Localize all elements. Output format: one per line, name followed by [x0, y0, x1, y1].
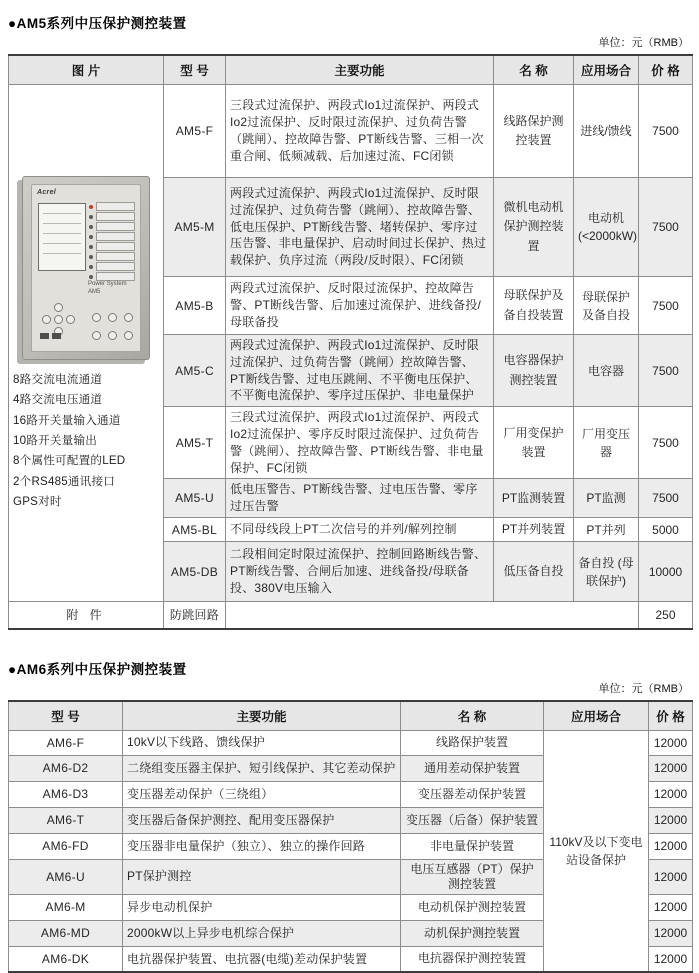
device-button: [66, 315, 75, 324]
cell-price: 7500: [639, 407, 693, 479]
cell-name: 线路保护装置: [401, 730, 544, 755]
cell-name: 动机保护测控装置: [401, 920, 544, 946]
device-button: [108, 313, 117, 322]
accessory-row: [9, 602, 693, 629]
cell-model: AM6-DK: [9, 946, 123, 972]
cell-application: 进线/馈线: [574, 85, 639, 178]
cell-functions: 电抗器保护装置、电抗器(电缆)差动保护装置: [123, 946, 401, 972]
device-button: [54, 315, 63, 324]
cell-functions: 10kV以下线路、馈线保护: [123, 730, 401, 755]
cell-application: PT并列: [574, 517, 639, 541]
am5-unit-label: 单位：元（RMB）: [598, 37, 689, 49]
led-indicator-icon: [89, 235, 93, 239]
am6-table: [8, 700, 693, 973]
cell-functions: 二段相间定时限过流保护、控制回路断线告警、PT断线告警、合闸后加速、进线备投/母联备投、380V电压输入: [226, 542, 494, 602]
cell-name: 厂用变保护装置: [494, 407, 574, 479]
cell-name: 线路保护测控装置: [494, 85, 574, 178]
am6-header-functions: 主要功能: [123, 701, 401, 731]
device-port: [40, 333, 49, 339]
cell-price: 12000: [649, 833, 693, 859]
cell-name: 微机电动机保护测控装置: [494, 178, 574, 277]
cell-functions: 低电压警告、PT断线告警、过电压告警、零序过压告警: [226, 479, 494, 518]
cell-functions: 两段式过流保护、反时限过流保护、控故障告警、PT断线告警、后加速过流保护、进线备投/母联备投: [226, 277, 494, 335]
am5-header-application: 应用场合: [574, 55, 639, 85]
cell-name: 电抗器保护测控装置: [401, 946, 544, 972]
cell-price: 12000: [649, 730, 693, 755]
device-button: [124, 331, 133, 340]
feature-line: 16路开关量输入通道: [13, 413, 121, 427]
cell-model: 防跳回路: [164, 602, 226, 629]
cell-model: AM5-M: [164, 178, 226, 277]
cell-application: 备自投 (母联保护): [574, 542, 639, 602]
cell-price: 12000: [649, 894, 693, 920]
cell-name: PT并列装置: [494, 517, 574, 541]
cell-price: 12000: [649, 781, 693, 807]
feature-line: 10路开关量输出: [13, 433, 98, 447]
cell-accessory-label: 附 件: [9, 602, 164, 629]
cell-model: AM5-DB: [164, 542, 226, 602]
device-button: [92, 313, 101, 322]
brand-logo: Acrel: [37, 189, 57, 197]
led-indicator-icon: [89, 255, 93, 259]
am6-unit-label: 单位：元（RMB）: [598, 682, 689, 695]
cell-model: AM5-F: [164, 85, 226, 178]
cell-model: AM6-D2: [9, 755, 123, 781]
device-photo: [22, 176, 150, 360]
cell-model: AM5-BL: [164, 517, 226, 541]
device-button: [42, 315, 51, 324]
device-led-column: [89, 202, 135, 282]
am5-header-price: 价 格: [639, 55, 693, 85]
am5-section-title: ●AM5系列中压保护测控装置: [8, 16, 187, 31]
led-indicator-icon: [89, 245, 93, 249]
cell-functions: 变压器后备保护测控、配用变压器保护: [123, 807, 401, 833]
cell-price: 12000: [649, 920, 693, 946]
device-port: [52, 333, 61, 339]
cell-model: AM6-M: [9, 894, 123, 920]
cell-model: AM6-U: [9, 859, 123, 894]
cell-name: 通用差动保护装置: [401, 755, 544, 781]
table-row: [9, 730, 693, 755]
am5-header-row: [9, 55, 693, 85]
cell-model: AM5-B: [164, 277, 226, 335]
cell-model: AM6-FD: [9, 833, 123, 859]
cell-functions: 变压器差动保护（三绕组）: [123, 781, 401, 807]
device-button: [124, 313, 133, 322]
feature-line: 8路交流电流通道: [13, 373, 103, 387]
cell-model: AM5-C: [164, 335, 226, 407]
cell-model: AM5-T: [164, 407, 226, 479]
cell-price: 250: [639, 602, 693, 629]
feature-line: 2个RS485通讯接口: [13, 474, 116, 488]
cell-price: 5000: [639, 517, 693, 541]
am5-header-model: 型 号: [164, 55, 226, 85]
cell-name: 母联保护及备自投装置: [494, 277, 574, 335]
cell-price: 12000: [649, 859, 693, 894]
am6-header-row: [9, 701, 693, 731]
cell-empty: [226, 602, 639, 629]
cell-price: 7500: [639, 335, 693, 407]
cell-model: AM6-F: [9, 730, 123, 755]
device-lcd-screen: [38, 203, 86, 271]
cell-price: 12000: [649, 946, 693, 972]
device-front-panel: [31, 184, 141, 352]
cell-price: 7500: [639, 178, 693, 277]
device-button: [108, 331, 117, 340]
cell-application: 厂用变压器: [574, 407, 639, 479]
cell-price: 10000: [639, 542, 693, 602]
am6-header-model: 型 号: [9, 701, 123, 731]
feature-line: GPS对时: [13, 494, 62, 508]
cell-functions: 异步电动机保护: [123, 894, 401, 920]
cell-functions: PT保护测控: [123, 859, 401, 894]
led-indicator-icon: [89, 205, 93, 209]
device-button: [54, 303, 63, 312]
cell-functions: 2000kW以上异步电机综合保护: [123, 920, 401, 946]
device-button: [92, 331, 101, 340]
cell-name: 变压器（后备）保护装置: [401, 807, 544, 833]
am6-section-title: ●AM6系列中压保护测控装置: [8, 661, 187, 677]
cell-name: PT监测装置: [494, 479, 574, 518]
cell-model: AM6-T: [9, 807, 123, 833]
cell-price: 7500: [639, 479, 693, 518]
am5-header-name: 名 称: [494, 55, 574, 85]
led-indicator-icon: [89, 265, 93, 269]
feature-line: 8个属性可配置的LED: [13, 454, 126, 468]
cell-name: 非电量保护装置: [401, 833, 544, 859]
am5-product-image-cell: [9, 85, 164, 602]
cell-model: AM6-MD: [9, 920, 123, 946]
cell-name: 电容器保护测控装置: [494, 335, 574, 407]
table-row: [9, 85, 693, 178]
am5-header-image: 图 片: [9, 55, 164, 85]
cell-functions: 变压器非电量保护（独立）、独立的操作回路: [123, 833, 401, 859]
feature-line: 4路交流电压通道: [13, 393, 103, 407]
cell-functions: 两段式过流保护、两段式Io1过流保护、反时限过流保护、过负荷告警（跳闸）、控故障告警、低电压保护、PT断线告警、堵转保护、零序过压告警、非电量保护、启动时间过长保护、热过载保护、负序过流（两段/反时限）、FC闭锁: [226, 178, 494, 277]
led-indicator-icon: [89, 275, 93, 279]
cell-price: 7500: [639, 85, 693, 178]
cell-application-merged: 110kV及以下变电站设备保护: [544, 730, 649, 972]
cell-name: 变压器差动保护装置: [401, 781, 544, 807]
cell-application: 母联保护及备自投: [574, 277, 639, 335]
am5-header-functions: 主要功能: [226, 55, 494, 85]
cell-model: AM5-U: [164, 479, 226, 518]
cell-functions: 两段式过流保护、两段式Io1过流保护、反时限过流保护、过负荷告警（跳闸）控故障告警、PT断线告警、过电压跳闸、不平衡电压保护、不平衡电流保护、零序过压保护、非电量保护: [226, 335, 494, 407]
am6-header-name: 名 称: [401, 701, 544, 731]
cell-name: 低压备自投: [494, 542, 574, 602]
cell-functions: 二绕组变压器主保护、短引线保护、其它差动保护: [123, 755, 401, 781]
cell-model: AM6-D3: [9, 781, 123, 807]
device-model-text: Power System AM5: [88, 281, 127, 295]
cell-functions: 三段式过流保护、两段式Io1过流保护、两段式Io2过流保护、反时限过流保护、过负荷告警（跳闸）、控故障告警、PT断线告警、三相一次重合闸、低频减载、后加速过流、FC闭锁: [226, 85, 494, 178]
cell-name: 电压互感器（PT）保护测控装置: [401, 859, 544, 894]
device-feature-list: [13, 370, 159, 512]
cell-functions: 不同母线段上PT二次信号的并列/解列控制: [226, 517, 494, 541]
cell-price: 7500: [639, 277, 693, 335]
cell-price: 12000: [649, 807, 693, 833]
led-indicator-icon: [89, 215, 93, 219]
cell-price: 12000: [649, 755, 693, 781]
cell-application: 电动机 (<2000kW): [574, 178, 639, 277]
cell-application: 电容器: [574, 335, 639, 407]
cell-name: 电动机保护测控装置: [401, 894, 544, 920]
cell-application: PT监测: [574, 479, 639, 518]
am6-header-application: 应用场合: [544, 701, 649, 731]
am6-header-price: 价 格: [649, 701, 693, 731]
led-indicator-icon: [89, 225, 93, 229]
am5-table: [8, 54, 693, 630]
cell-functions: 三段式过流保护、两段式Io1过流保护、两段式Io2过流保护、零序反时限过流保护、过负荷告警（跳闸）、控故障告警、PT断线告警、非电量保护、FC闭锁: [226, 407, 494, 479]
